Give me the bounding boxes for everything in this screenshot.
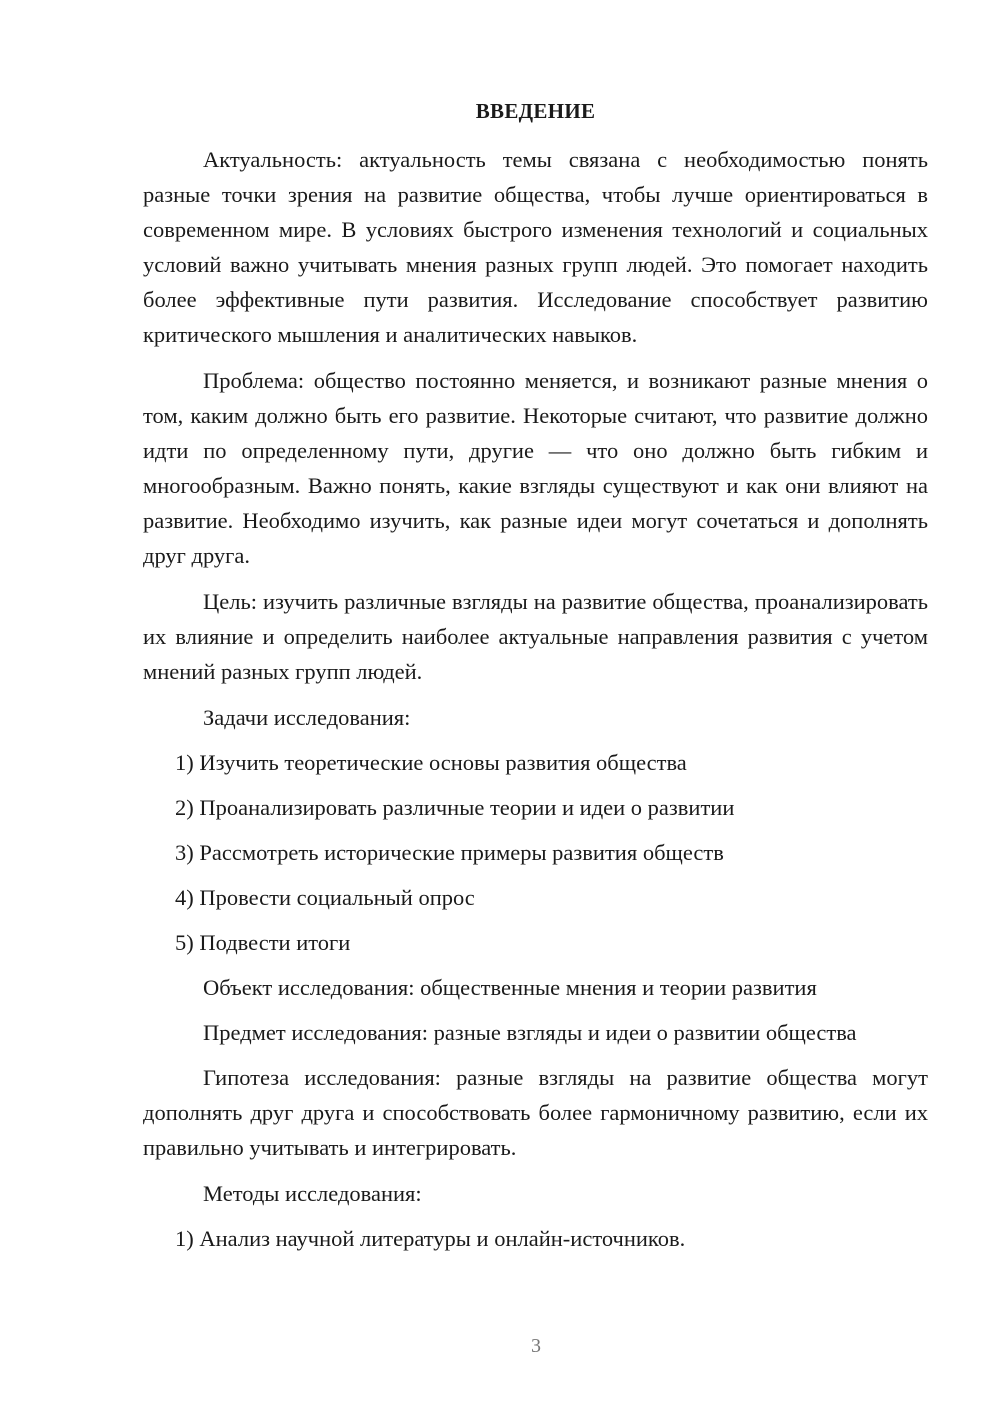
methods-heading: Методы исследования:	[203, 1181, 422, 1206]
task-item: 5) Подвести итоги	[175, 930, 351, 955]
page-number	[0, 1334, 1000, 1358]
page-title: ВВЕДЕНИЕ	[475, 99, 596, 123]
task-item: 1) Изучить теоретические основы развития общества	[175, 750, 687, 775]
method-item: 1) Анализ научной литературы и онлайн-источников.	[175, 1226, 686, 1251]
task-item: 3) Рассмотреть исторические примеры развития обществ	[175, 840, 724, 865]
hypothesis-paragraph: Гипотеза исследования: разные взгляды на развитие общества могут дополнять друг друга и способствовать более гармоничному развитию, если их правильно учитывать и интегрировать.	[143, 1065, 928, 1160]
page-number-text: 3	[531, 1335, 541, 1357]
subject-line: Предмет исследования: разные взгляды и идеи о развитии общества	[203, 1020, 857, 1045]
tasks-heading: Задачи исследования:	[203, 705, 411, 730]
methods-list	[143, 1221, 928, 1256]
problem-paragraph: Проблема: общество постоянно меняется, и возникают разные мнения о том, каким должно быть его развитие. Некоторые считают, что развитие должно идти по определенному пути, другие — что оно должно быть гибким и многообразным. Важно понять, какие взгляды существуют и как они влияют на развитие. Необходимо изучить, как разные идеи могут сочетаться и дополнять друг друга.	[143, 368, 928, 568]
tasks-list	[143, 745, 928, 960]
goal-paragraph: Цель: изучить различные взгляды на развитие общества, проанализировать их влияние и определить наиболее актуальные направления развития с учетом мнений разных групп людей.	[143, 589, 928, 684]
object-line: Объект исследования: общественные мнения и теории развития	[203, 975, 817, 1000]
task-item: 4) Провести социальный опрос	[175, 885, 475, 910]
document-page	[143, 0, 928, 1414]
document-body	[143, 142, 928, 1266]
task-item: 2) Проанализировать различные теории и идеи о развитии	[175, 795, 735, 820]
relevance-paragraph: Актуальность: актуальность темы связана с необходимостью понять разные точки зрения на развитие общества, чтобы лучше ориентироваться в современном мире. В условиях быстрого изменения технологий и социальных условий важно учитывать мнения разных групп людей. Это помогает находить более эффективные пути развития. Исследование способствует развитию критического мышления и аналитических навыков.	[143, 147, 928, 347]
